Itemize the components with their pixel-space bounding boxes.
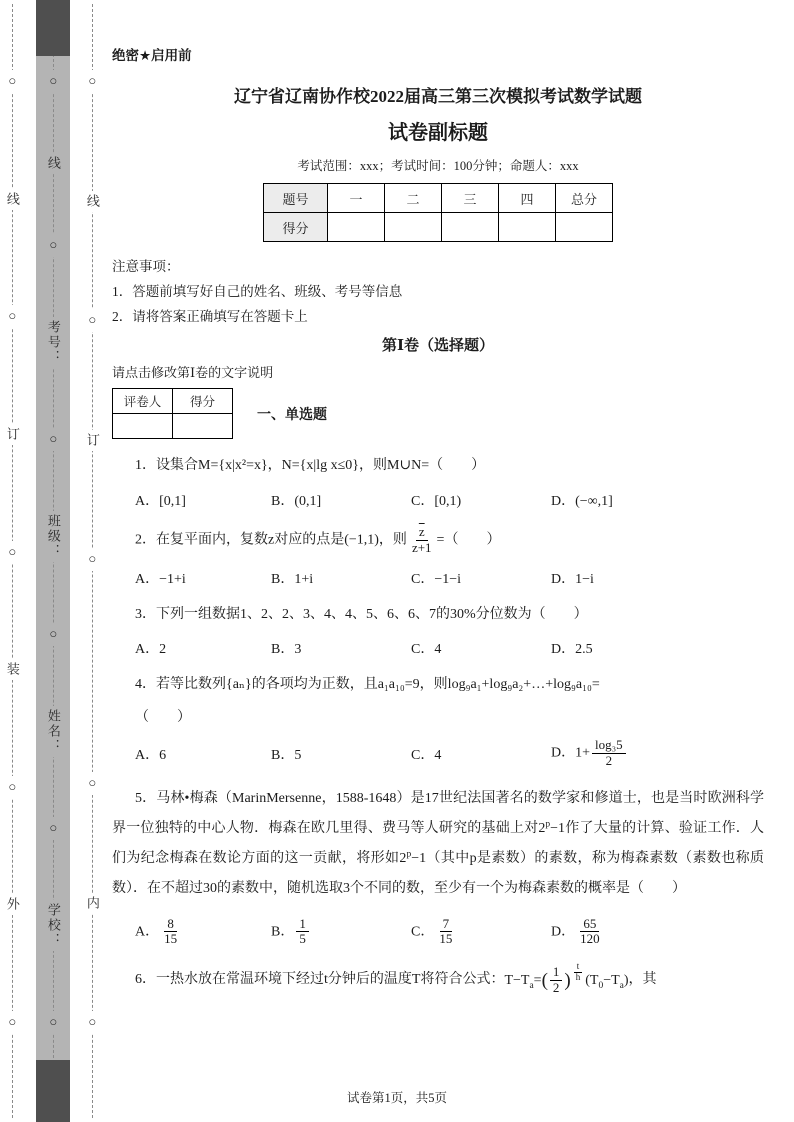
question-text: 若等比数列{aₙ}的各项均为正数，且a₁a₁₀=9，则log₉a₁+log₉a₂+…+log₉a₁₀= [156,677,600,693]
question-stem [112,784,764,904]
score-cell-empty [385,213,442,242]
score-table [263,183,613,242]
option-text: 5 [294,747,302,763]
option-c [411,744,551,764]
margin-label-exam-number: 考号： [46,317,60,368]
option-label: C． [411,924,435,940]
option-text: −1−i [434,571,462,587]
fraction-denominator: 15 [439,931,453,947]
binding-char-line: 线 [5,189,19,210]
binding-char-line: 线 [85,191,99,212]
options-row [112,490,764,510]
score-header-cell: 总分 [556,184,613,213]
fraction-denominator: 5 [299,931,306,947]
option-label: A． [135,924,160,940]
section-title: 第Ⅰ卷（选择题） [381,338,495,354]
score-header-cell: 三 [442,184,499,213]
fraction [436,917,455,948]
question-5 [112,784,764,947]
margin-label-school: 学校： [46,900,60,951]
cooling-formula [504,961,629,995]
option-text: 1−i [575,571,594,587]
question-text: 马林•梅森（MarinMersenne，1588-1648）是17世纪法国著名的数学家和修道士，也是当时欧洲科学界一位独特的中心人物．梅森在欧几里得、费马等人研究的基础上对2 [112,791,764,837]
option-c [411,917,551,948]
binding-strip-outer [2,0,22,1122]
question-1 [112,454,764,510]
grader-empty-cell [173,414,233,439]
option-label: D． [551,493,576,509]
option-a [135,638,271,658]
option-b [271,744,411,764]
question-text: ，其 [628,972,657,988]
option-text: 1+ [575,745,591,761]
binding-circle: ○ [85,309,99,332]
score-row-label: 得分 [264,213,328,242]
option-a [135,568,271,588]
binding-circle: ○ [5,541,19,564]
binding-strip-inner [82,0,102,1122]
question-stem [112,603,764,627]
fraction-numerator: t [574,962,583,972]
binding-block-bottom [36,1060,70,1122]
fraction-denominator: 120 [580,931,600,947]
score-header-cell: 二 [385,184,442,213]
binding-char-ding: 订 [5,424,19,445]
binding-circle: ○ [46,234,60,257]
note-item: 2．请将答案正确填写在答题卡上 [112,309,308,324]
option-text: 3 [294,642,302,658]
option-text: (0,1] [294,493,322,509]
option-d [551,490,764,510]
question-stem [112,673,764,697]
score-cell-empty [442,213,499,242]
formula-rhs: ) [623,972,629,988]
option-label: A． [135,747,160,763]
option-text: −1+i [159,571,186,587]
fraction-numerator: log₃5 [592,738,626,754]
score-header-cell: 四 [499,184,556,213]
exam-info-line: 考试范围：xxx；考试时间：100分钟；命题人：xxx [297,159,579,173]
subscript: a [529,980,534,991]
question-text: −1（其中p是素数）的素数，称为梅森素数（素数也称质数）．在不超过30的素数中，随机选取3个不同的数，至少有一个为梅森素数的概率是（ ） [112,851,764,897]
binding-char-inside: 内 [85,893,99,914]
binding-circle: ○ [85,548,99,571]
score-cell-empty [328,213,385,242]
exam-title: 辽宁省辽南协作校2022届高三第三次模拟考试数学试题 [234,87,642,106]
exponent: p [545,819,551,830]
option-label: C． [411,571,435,587]
option-c [411,638,551,658]
fraction-denominator: 2 [605,753,613,769]
options-row [112,738,764,769]
option-label: B． [271,642,295,658]
grader-table [112,388,233,439]
subsection-title: 一、单选题 [257,407,327,423]
option-text: (−∞,1] [575,493,613,509]
fraction-numerator: $\overline{z}$ [416,525,428,541]
formula-rhs: −T [603,972,620,988]
exam-content [112,44,764,997]
grader-row [112,388,764,439]
option-label: C． [411,493,435,509]
fraction-denominator: 2 [552,979,560,995]
option-d [551,738,764,769]
options-row [112,917,764,948]
option-b [271,917,411,948]
options-row [112,638,764,658]
exponent: p [406,849,412,860]
option-label: B． [271,493,295,509]
question-text: =（ ） [436,532,501,548]
equals-sign: = [533,972,542,988]
grader-empty-cell [113,414,173,439]
subscript: a [619,980,624,991]
question-text: 设集合M={x|x²=x}，N={x|lg x≤0}，则M∪N=（ ） [156,458,486,473]
option-a [135,917,271,948]
fraction-numerator: 8 [164,917,177,933]
fraction [409,525,435,556]
option-label: D． [551,745,576,761]
binding-circle: ○ [5,776,19,799]
exponent [571,961,586,982]
score-table-score-row [264,213,613,242]
exam-subtitle: 试卷副标题 [388,122,488,144]
margin-label-name: 姓名： [46,706,60,757]
binding-circle: ○ [46,1011,60,1034]
binding-circle: ○ [5,1011,19,1034]
option-label: B． [271,571,295,587]
grader-table-header-row [113,389,233,414]
option-b [271,490,411,510]
binding-char-ding: 订 [85,430,99,451]
grader-label-cell: 评卷人 [113,389,173,414]
fraction [550,965,563,996]
right-paren: ) [564,969,571,991]
binding-strip-bar [36,0,70,1122]
option-text: 4 [434,747,442,763]
binding-circle: ○ [46,817,60,840]
binding-char-outside: 外 [5,894,19,915]
binding-circle: ○ [5,305,19,328]
option-b [271,568,411,588]
binding-circle: ○ [46,428,60,451]
margin-label-class: 班级： [46,511,60,562]
notes-title: 注意事项： [112,259,180,274]
option-text: [0,1) [434,493,462,509]
fraction [161,917,180,948]
binding-circle: ○ [46,70,60,93]
option-c [411,490,551,510]
score-cell-empty [556,213,613,242]
binding-block-top [36,0,70,56]
question-stem [112,454,764,478]
question-6 [112,962,764,996]
option-label: A． [135,571,160,587]
fraction-numerator: 1 [296,917,309,933]
fraction-numerator: 65 [580,917,599,933]
score-header-cell: 一 [328,184,385,213]
binding-circle: ○ [85,1011,99,1034]
page-footer: 试卷第1页，共5页 [346,1091,447,1105]
option-text: 2.5 [575,642,593,658]
option-a [135,744,271,764]
option-text: 2 [159,642,167,658]
option-label: A． [135,493,160,509]
question-stem [112,962,764,996]
fraction [577,917,603,948]
option-label: B． [271,747,295,763]
formula-lhs: T−T [504,972,530,988]
binding-circle: ○ [5,70,19,93]
grader-score-cell: 得分 [173,389,233,414]
question-number: 1． [135,458,156,473]
score-table-header-row [264,184,613,213]
question-number: 5． [135,791,157,807]
security-label: 绝密★启用前 [112,48,192,63]
grader-table-empty-row [113,414,233,439]
binding-circle: ○ [85,772,99,795]
option-d [551,568,764,588]
question-number: 4． [135,677,156,693]
question-number: 2． [135,532,156,548]
question-number: 3． [135,606,156,622]
edit-section-hint[interactable]: 请点击修改第Ⅰ卷的文字说明 [112,365,274,380]
option-text: 4 [434,642,442,658]
option-label: C． [411,642,435,658]
option-label: D． [551,924,576,940]
question-stem-continued: （ ） [135,710,191,726]
question-text: 一热水放在常温环境下经过t分钟后的温度T将符合公式： [156,972,505,988]
fraction-denominator: z+1 [411,539,432,555]
question-4 [112,673,764,769]
formula-rhs: (T [585,972,599,988]
option-c [411,568,551,588]
option-d [551,917,764,948]
fraction-numerator: 7 [440,917,453,933]
option-label: D． [551,571,576,587]
option-label: D． [551,642,576,658]
option-text: 6 [159,747,167,763]
option-a [135,490,271,510]
fraction [296,917,309,948]
score-header-cell: 题号 [264,184,328,213]
option-text: 1+i [294,571,314,587]
question-3 [112,603,764,659]
score-cell-empty [499,213,556,242]
option-label: B． [271,924,295,940]
option-label: C． [411,747,435,763]
question-text: −1作了大量的计算、验证工作．人们为纪念梅森在数论方面的这一贡献，将形如2 [112,821,764,867]
option-label: A． [135,642,160,658]
binding-circle: ○ [46,623,60,646]
option-d [551,638,764,658]
question-2 [112,525,764,588]
fraction-denominator: h [575,971,581,982]
option-b [271,638,411,658]
binding-circle: ○ [85,70,99,93]
left-paren: ( [541,969,548,991]
subscript: 0 [598,980,604,991]
fraction-denominator: 15 [164,931,178,947]
fraction [573,962,584,982]
fraction-numerator: 1 [550,965,563,981]
question-number: 6． [135,972,156,988]
question-text: 下列一组数据1、2、2、3、4、4、5、6、6、7的30%分位数为（ ） [156,606,588,622]
option-text: [0,1] [159,493,186,509]
question-stem [112,525,764,556]
fraction [592,738,626,769]
question-text: 在复平面内，复数z对应的点是(−1,1)，则 [156,532,407,548]
note-item: 1．答题前填写好自己的姓名、班级、考号等信息 [112,284,403,299]
binding-char-zhuang: 装 [5,659,19,680]
binding-char-line: 线 [46,153,60,174]
options-row [112,568,764,588]
